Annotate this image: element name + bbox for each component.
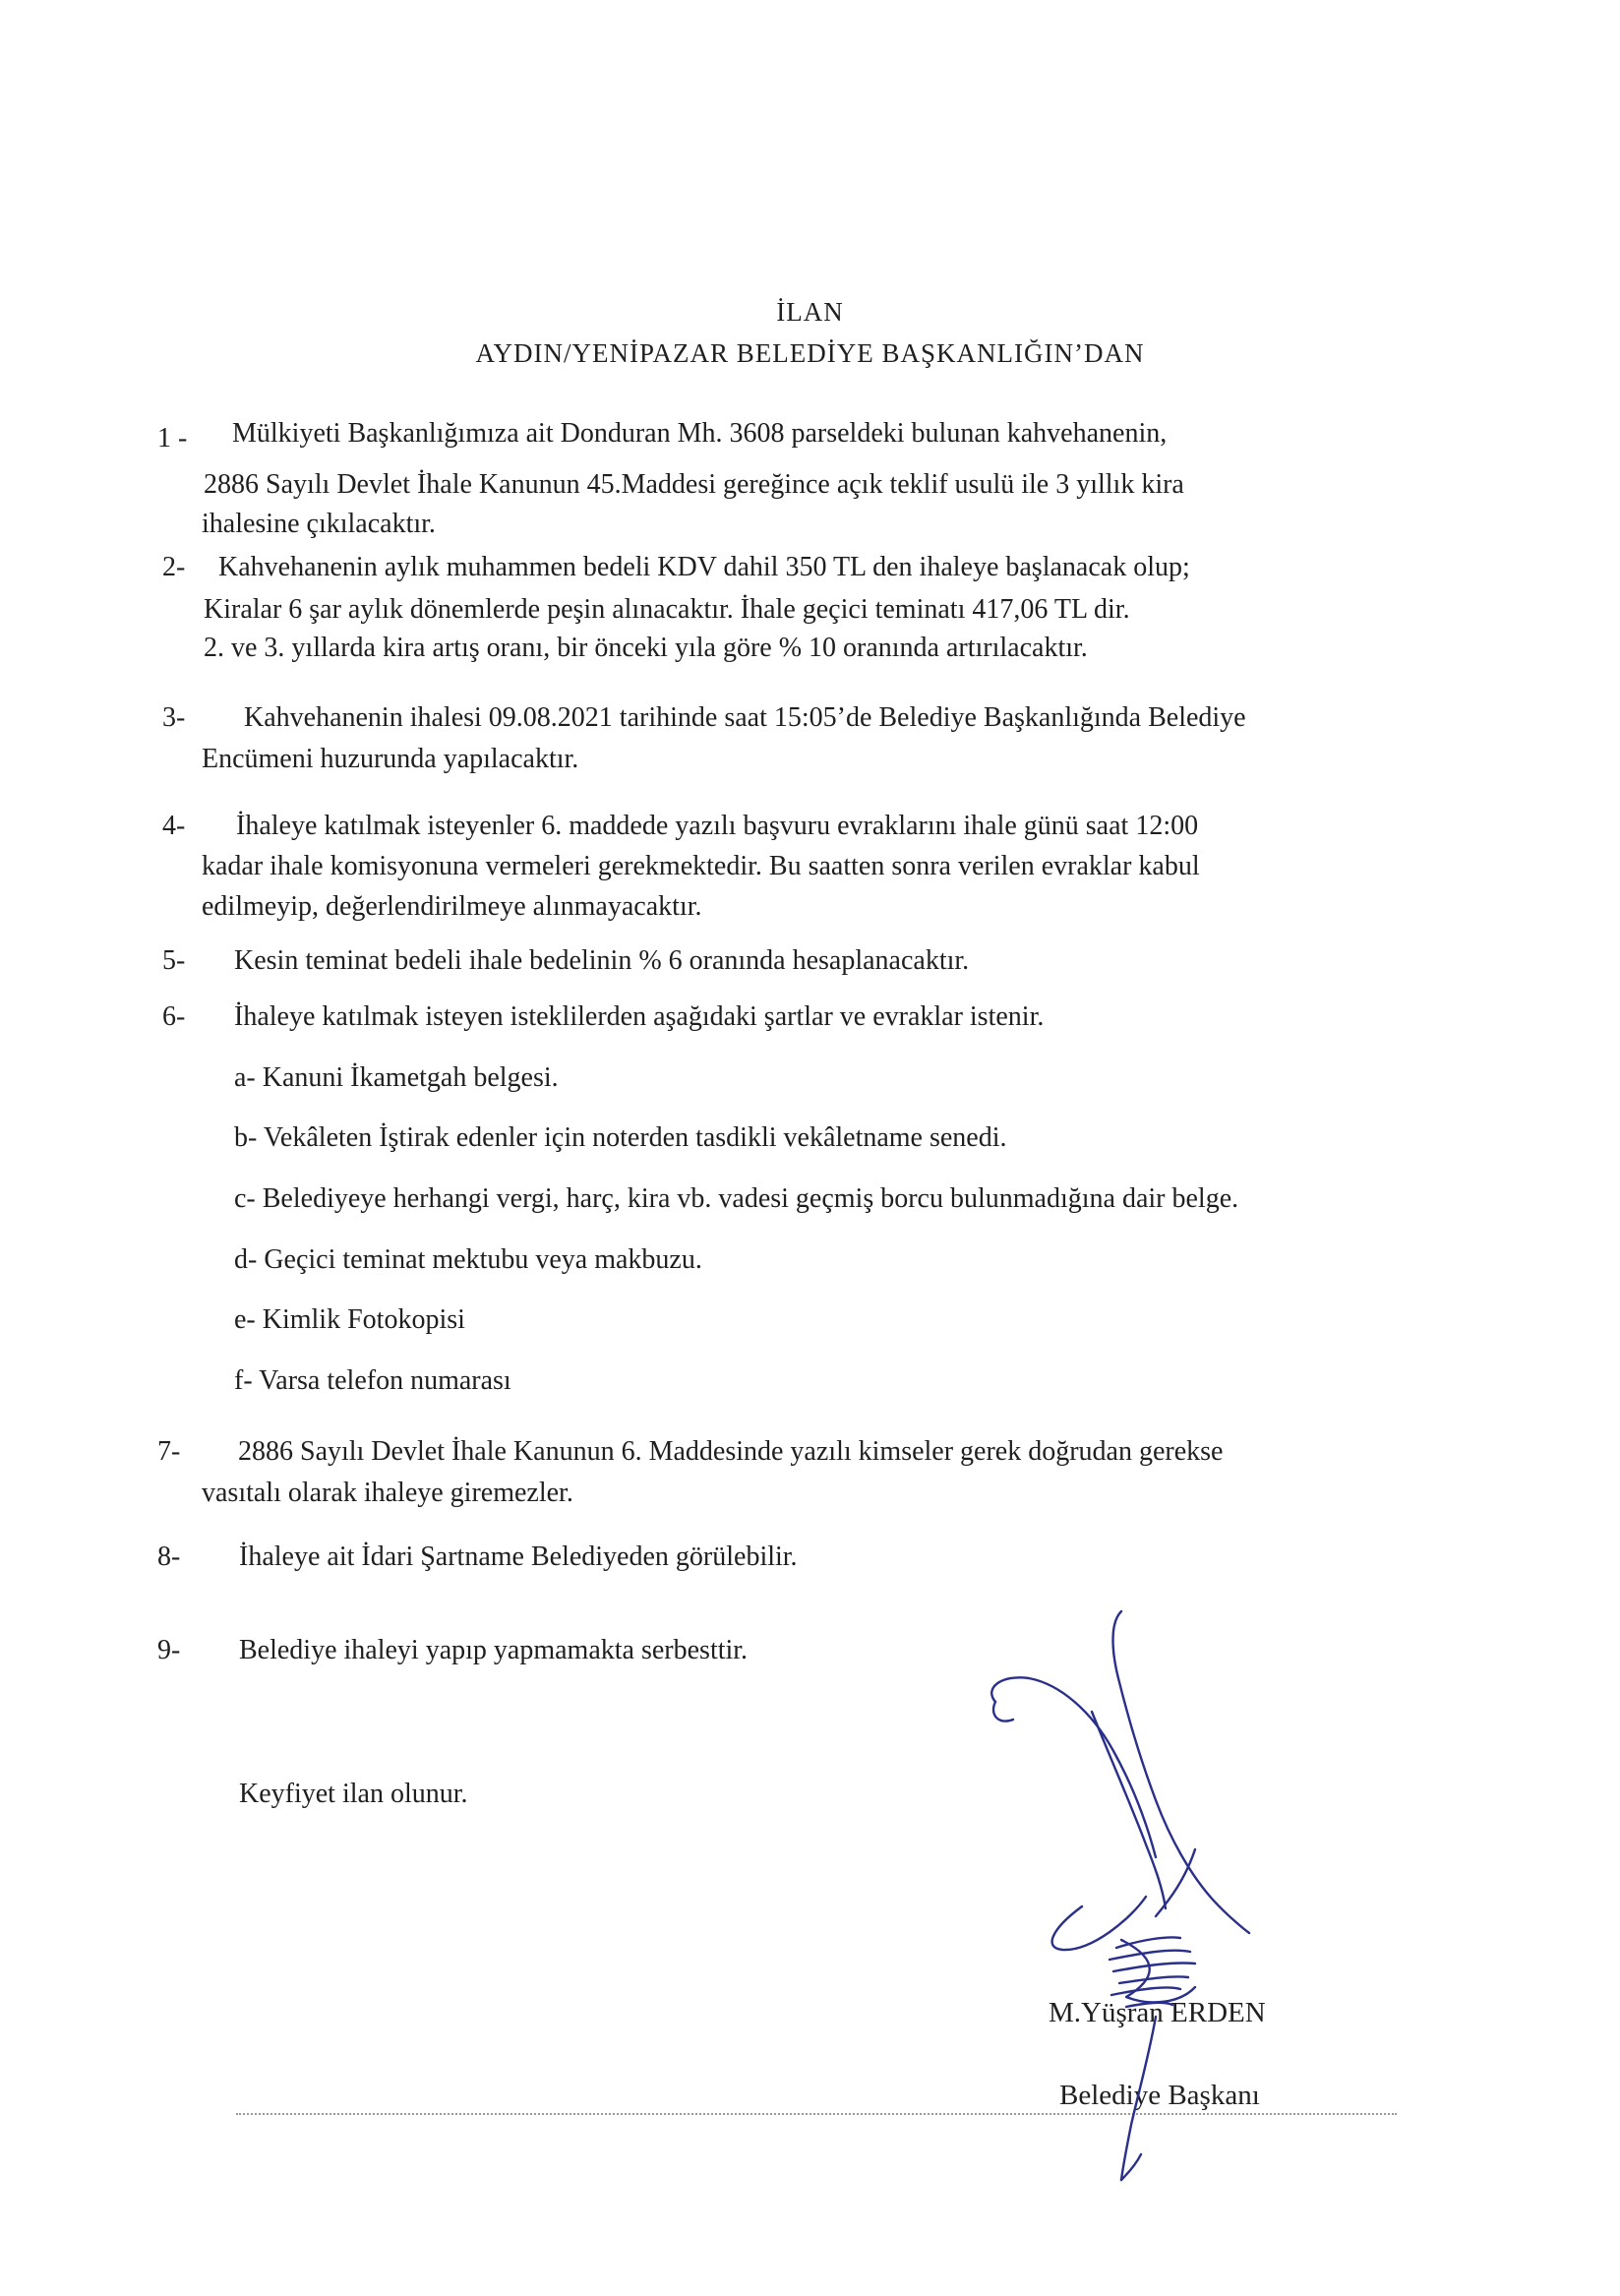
item-text-line: Belediye ihaleyi yapıp yapmamakta serbesttir. [239,1635,749,1665]
issuer-heading: AYDIN/YENİPAZAR BELEDİYE BAŞKANLIĞIN’DAN [475,338,1145,368]
requirement-item: b- Vekâleten İştirak edenler için noterden tasdikli vekâletname senedi. [234,1122,1007,1153]
requirement-item: f- Varsa telefon numarası [234,1365,511,1396]
item-text-line: Mülkiyeti Başkanlığımıza ait Donduran Mh. 3608 parseldeki bulunan kahvehanenin, [232,418,1168,449]
requirement-item: c- Belediyeye herhangi vergi, harç, kira vb. vadesi geçmiş borcu bulunmadığına dair belge. [234,1183,1239,1214]
item-number: 4- [162,811,186,841]
signatory-title: Belediye Başkanı [1059,2080,1260,2111]
item-text-line: vasıtalı olarak ihaleye giremezler. [202,1478,573,1508]
page-title: İLAN [776,297,844,327]
item-text-line: 2. ve 3. yıllarda kira artış oranı, bir önceki yıla göre % 10 oranında artırılacaktır. [204,633,1088,663]
item-text-line: İhaleye ait İdari Şartname Belediyeden görülebilir. [239,1541,798,1572]
closing-statement: Keyfiyet ilan olunur. [239,1779,468,1809]
item-text-line: ihalesine çıkılacaktır. [202,509,436,539]
item-number: 7- [157,1436,181,1467]
item-number: 8- [157,1541,181,1572]
item-text-line: 2886 Sayılı Devlet İhale Kanunun 6. Maddesinde yazılı kimseler gerek doğrudan gerekse [238,1436,1224,1467]
item-number: 5- [162,945,186,976]
item-text-line: Kiralar 6 şar aylık dönemlerde peşin alınacaktır. İhale geçici teminatı 417,06 TL dir. [204,594,1130,625]
handwritten-signature [944,1594,1318,2194]
item-text-line: kadar ihale komisyonuna vermeleri gerekmektedir. Bu saatten sonra verilen evraklar kabul [202,851,1200,881]
item-number: 2- [162,552,186,582]
item-text-line: 2886 Sayılı Devlet İhale Kanunun 45.Maddesi gereğince açık teklif usulü ile 3 yıllık kira [204,469,1184,500]
item-text-line: İhaleye katılmak isteyenler 6. maddede yazılı başvuru evraklarını ihale günü saat 12:00 [236,811,1199,841]
signatory-name: M.Yüşran ERDEN [1049,1997,1266,2028]
item-number: 9- [157,1635,181,1665]
item-number: 6- [162,1001,186,1032]
requirement-item: d- Geçici teminat mektubu veya makbuzu. [234,1244,702,1275]
requirement-item: e- Kimlik Fotokopisi [234,1304,465,1335]
requirement-item: a- Kanuni İkametgah belgesi. [234,1062,559,1093]
item-text-line: İhaleye katılmak isteyen isteklilerden aşağıdaki şartlar ve evraklar istenir. [234,1001,1045,1032]
item-text-line: Encümeni huzurunda yapılacaktır. [202,744,579,774]
item-text-line: Kesin teminat bedeli ihale bedelinin % 6 oranında hesaplanacaktır. [234,945,970,976]
item-number: 3- [162,702,186,733]
item-text-line: Kahvehanenin aylık muhammen bedeli KDV dahil 350 TL den ihaleye başlanacak olup; [218,552,1190,582]
item-text-line: Kahvehanenin ihalesi 09.08.2021 tarihinde saat 15:05’de Belediye Başkanlığında Belediye [244,702,1246,733]
item-number: 1 - [157,423,188,453]
item-text-line: edilmeyip, değerlendirilmeye alınmayacaktır. [202,891,702,922]
